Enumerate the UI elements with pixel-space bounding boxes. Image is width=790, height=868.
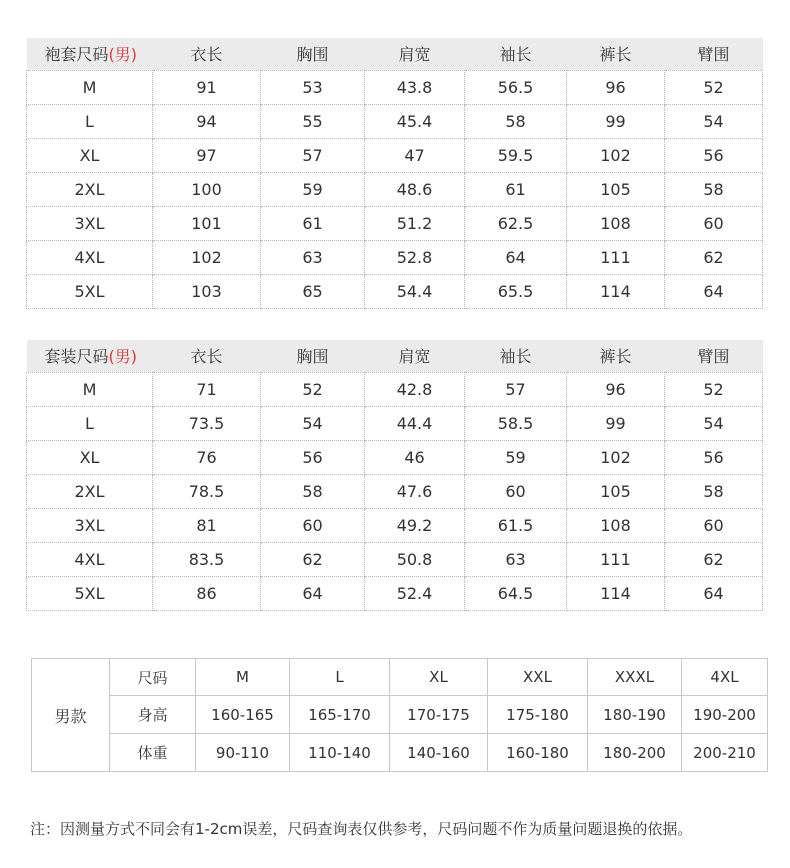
table-cell: 58 xyxy=(261,474,365,508)
table-cell: 58 xyxy=(665,172,763,206)
table-cell: 102 xyxy=(567,440,665,474)
table-cell: 180-200 xyxy=(588,734,682,772)
table-cell: 46 xyxy=(365,440,465,474)
size-cell: 4XL xyxy=(27,542,153,576)
table-title xyxy=(27,340,153,372)
table-cell: 62 xyxy=(261,542,365,576)
column-header: 肩宽 xyxy=(365,38,465,70)
size-cell: M xyxy=(27,70,153,104)
table-cell: 94 xyxy=(153,104,261,138)
table-cell: 47 xyxy=(365,138,465,172)
size-cell: L xyxy=(290,659,390,696)
table-row xyxy=(27,138,763,172)
table-cell: 91 xyxy=(153,70,261,104)
table-cell: 57 xyxy=(261,138,365,172)
table-row xyxy=(27,576,763,610)
table-cell: 81 xyxy=(153,508,261,542)
table-cell: 60 xyxy=(261,508,365,542)
column-header: 衣长 xyxy=(153,340,261,372)
table-cell: 105 xyxy=(567,172,665,206)
table-cell: 170-175 xyxy=(390,696,488,734)
column-header: 裤长 xyxy=(567,38,665,70)
table-cell: 114 xyxy=(567,576,665,610)
table-cell: 102 xyxy=(567,138,665,172)
size-cell: 2XL xyxy=(27,172,153,206)
table-cell: 54.4 xyxy=(365,274,465,308)
table-cell: 114 xyxy=(567,274,665,308)
table-cell: 62 xyxy=(665,240,763,274)
table-cell: 111 xyxy=(567,240,665,274)
table-cell: 45.4 xyxy=(365,104,465,138)
column-header: 袖长 xyxy=(465,38,567,70)
table-row xyxy=(27,372,763,406)
table-cell: 52.8 xyxy=(365,240,465,274)
table-cell: 180-190 xyxy=(588,696,682,734)
table-cell: 61 xyxy=(465,172,567,206)
table-cell: 48.6 xyxy=(365,172,465,206)
table-cell: 101 xyxy=(153,206,261,240)
table-cell: 165-170 xyxy=(290,696,390,734)
table-cell: 97 xyxy=(153,138,261,172)
table-title xyxy=(27,38,153,70)
table-cell: 65.5 xyxy=(465,274,567,308)
table-cell: 42.8 xyxy=(365,372,465,406)
table-cell: 63 xyxy=(261,240,365,274)
table-row xyxy=(27,172,763,206)
table-cell: 58.5 xyxy=(465,406,567,440)
table-cell: 52 xyxy=(665,372,763,406)
table-cell: 49.2 xyxy=(365,508,465,542)
table-cell: 56 xyxy=(261,440,365,474)
disclaimer-note: 注：因测量方式不同会有1-2cm误差，尺码查询表仅供参考，尺码问题不作为质量问题退换的依据。 xyxy=(30,820,693,838)
table-cell: 54 xyxy=(261,406,365,440)
table-cell: 64 xyxy=(665,274,763,308)
column-header: 裤长 xyxy=(567,340,665,372)
table-cell: 60 xyxy=(465,474,567,508)
column-header: 胸围 xyxy=(261,38,365,70)
row-label: 体重 xyxy=(110,734,196,772)
table-cell: 110-140 xyxy=(290,734,390,772)
table-cell: 60 xyxy=(665,508,763,542)
table-cell: 60 xyxy=(665,206,763,240)
table-row xyxy=(32,734,768,772)
gender-label: 男款 xyxy=(32,659,110,772)
suit-size-table xyxy=(26,340,763,611)
robe-size-table xyxy=(26,38,763,309)
table-cell: 71 xyxy=(153,372,261,406)
table-cell: 58 xyxy=(665,474,763,508)
table-cell: 86 xyxy=(153,576,261,610)
table-cell: 100 xyxy=(153,172,261,206)
table-cell: 190-200 xyxy=(682,696,768,734)
table-cell: 62 xyxy=(665,542,763,576)
table-cell: 56 xyxy=(665,138,763,172)
size-cell: M xyxy=(196,659,290,696)
table-cell: 111 xyxy=(567,542,665,576)
size-cell: 5XL xyxy=(27,274,153,308)
table-row xyxy=(27,406,763,440)
row-label: 身高 xyxy=(110,696,196,734)
size-cell: 3XL xyxy=(27,206,153,240)
table-cell: 65 xyxy=(261,274,365,308)
size-cell: XL xyxy=(27,440,153,474)
table-cell: 52.4 xyxy=(365,576,465,610)
table-header-row xyxy=(27,340,763,372)
table-cell: 61 xyxy=(261,206,365,240)
table-cell: 175-180 xyxy=(488,696,588,734)
table-cell: 47.6 xyxy=(365,474,465,508)
table-cell: 160-165 xyxy=(196,696,290,734)
size-cell: M xyxy=(27,372,153,406)
table-row xyxy=(27,104,763,138)
size-cell: 4XL xyxy=(27,240,153,274)
table-cell: 64.5 xyxy=(465,576,567,610)
gender-tag: (男) xyxy=(108,45,138,65)
table-cell: 96 xyxy=(567,372,665,406)
size-cell: L xyxy=(27,104,153,138)
size-cell: 5XL xyxy=(27,576,153,610)
table-cell: 140-160 xyxy=(390,734,488,772)
row-label: 尺码 xyxy=(110,659,196,696)
table-cell: 200-210 xyxy=(682,734,768,772)
table-cell: 50.8 xyxy=(365,542,465,576)
body-reference-table xyxy=(31,658,768,772)
table-row xyxy=(27,70,763,104)
table-cell: 64 xyxy=(261,576,365,610)
table-cell: 59 xyxy=(261,172,365,206)
table-cell: 59.5 xyxy=(465,138,567,172)
table-cell: 59 xyxy=(465,440,567,474)
table-cell: 56 xyxy=(665,440,763,474)
table-cell: 76 xyxy=(153,440,261,474)
table-cell: 73.5 xyxy=(153,406,261,440)
column-header: 臂围 xyxy=(665,38,763,70)
table-cell: 63 xyxy=(465,542,567,576)
table-cell: 54 xyxy=(665,406,763,440)
size-cell: 4XL xyxy=(682,659,768,696)
table-title-text: 套装尺码 xyxy=(44,347,109,367)
table-cell: 108 xyxy=(567,508,665,542)
table-cell: 61.5 xyxy=(465,508,567,542)
table-row xyxy=(27,508,763,542)
table-cell: 99 xyxy=(567,104,665,138)
size-cell: XL xyxy=(27,138,153,172)
table-cell: 83.5 xyxy=(153,542,261,576)
gender-tag: (男) xyxy=(108,347,138,367)
table-cell: 53 xyxy=(261,70,365,104)
size-cell: XL xyxy=(390,659,488,696)
table-cell: 52 xyxy=(665,70,763,104)
size-cell: 3XL xyxy=(27,508,153,542)
table-cell: 105 xyxy=(567,474,665,508)
table-cell: 58 xyxy=(465,104,567,138)
table-row xyxy=(32,659,768,696)
size-cell: L xyxy=(27,406,153,440)
table-header-row xyxy=(27,38,763,70)
table-row xyxy=(27,474,763,508)
table-cell: 62.5 xyxy=(465,206,567,240)
table-row xyxy=(27,274,763,308)
table-cell: 64 xyxy=(665,576,763,610)
table-cell: 99 xyxy=(567,406,665,440)
size-cell: 2XL xyxy=(27,474,153,508)
table-cell: 64 xyxy=(465,240,567,274)
size-cell: XXL xyxy=(488,659,588,696)
table-cell: 103 xyxy=(153,274,261,308)
table-cell: 44.4 xyxy=(365,406,465,440)
table-cell: 90-110 xyxy=(196,734,290,772)
table-cell: 102 xyxy=(153,240,261,274)
table-row xyxy=(32,696,768,734)
size-cell: XXXL xyxy=(588,659,682,696)
table-row xyxy=(27,206,763,240)
table-cell: 160-180 xyxy=(488,734,588,772)
table-title-text: 袍套尺码 xyxy=(44,45,109,65)
table-row xyxy=(27,240,763,274)
table-row xyxy=(27,542,763,576)
table-cell: 54 xyxy=(665,104,763,138)
table-cell: 43.8 xyxy=(365,70,465,104)
column-header: 臂围 xyxy=(665,340,763,372)
table-row xyxy=(27,440,763,474)
column-header: 衣长 xyxy=(153,38,261,70)
table-cell: 57 xyxy=(465,372,567,406)
table-cell: 96 xyxy=(567,70,665,104)
column-header: 肩宽 xyxy=(365,340,465,372)
column-header: 袖长 xyxy=(465,340,567,372)
table-cell: 52 xyxy=(261,372,365,406)
table-cell: 56.5 xyxy=(465,70,567,104)
table-cell: 51.2 xyxy=(365,206,465,240)
table-cell: 108 xyxy=(567,206,665,240)
table-cell: 55 xyxy=(261,104,365,138)
table-cell: 78.5 xyxy=(153,474,261,508)
column-header: 胸围 xyxy=(261,340,365,372)
